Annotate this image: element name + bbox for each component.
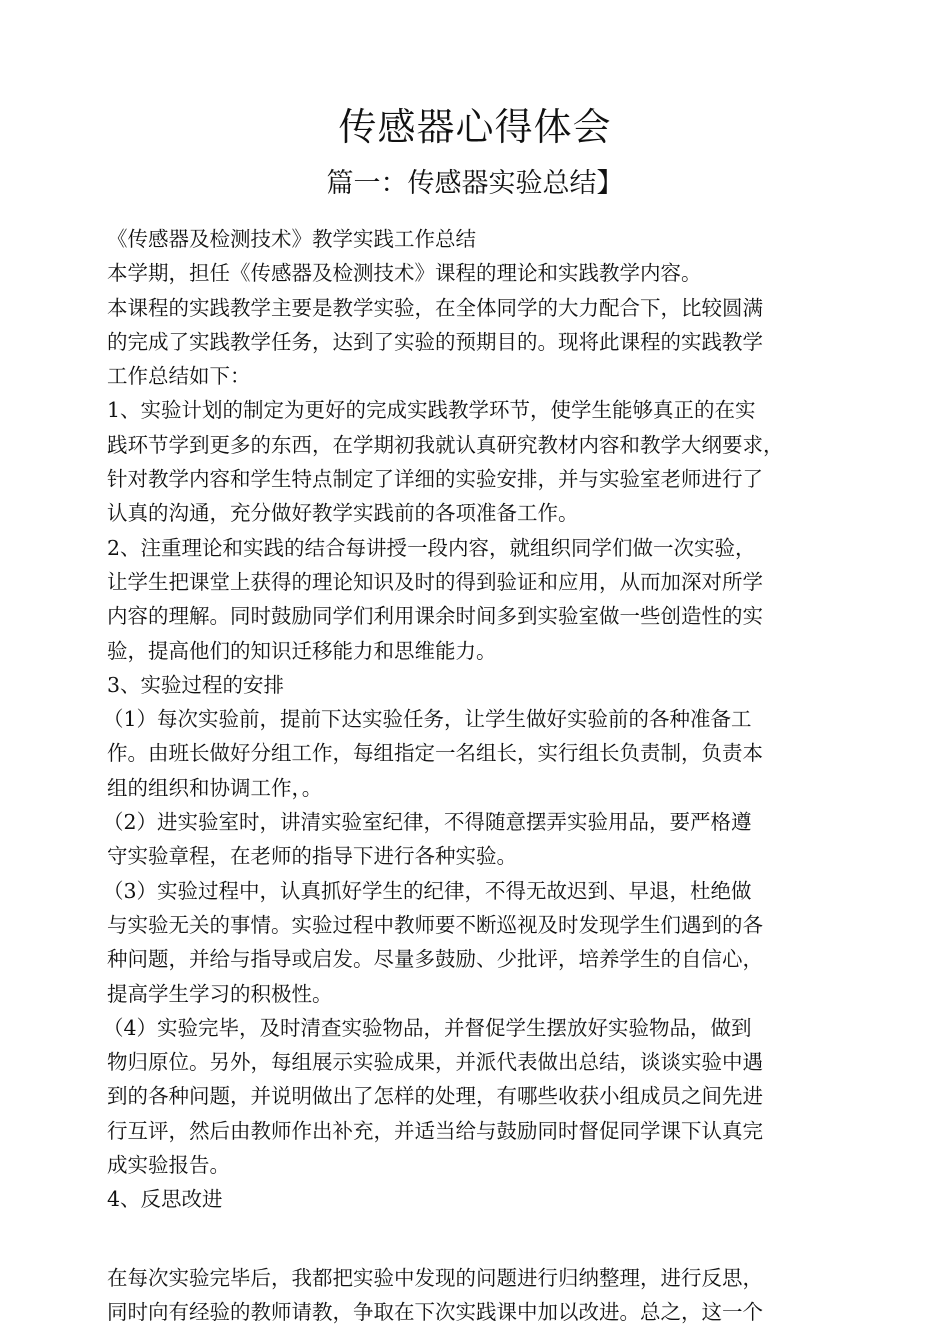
body-line: （1）每次实验前，提前下达实验任务，让学生做好实验前的各种准备工: [103, 707, 752, 732]
body-line: 与实验无关的事情。实验过程中教师要不断巡视及时发现学生们遇到的各: [107, 912, 763, 937]
body-line: 1、实验计划的制定为更好的完成实践教学环节，使学生能够真正的在实: [107, 398, 756, 423]
body-line: 践环节学到更多的东西，在学期初我就认真研究教材内容和教学大纲要求，: [107, 432, 784, 457]
document-subtitle: 篇一：传感器实验总结】: [326, 168, 624, 199]
body-line: 组的组织和协调工作，。: [107, 775, 323, 800]
body-line: 《传感器及检测技术》教学实践工作总结: [107, 227, 476, 251]
body-line: 到的各种问题，并说明做出了怎样的处理，有哪些收获小组成员之间先进: [107, 1084, 763, 1109]
body-line: 本课程的实践教学主要是教学实验，在全体同学的大力配合下，比较圆满: [107, 295, 763, 320]
body-line: （3）实验过程中，认真抓好学生的纪律，不得无故迟到、早退，杜绝做: [103, 878, 752, 903]
body-line: 在每次实验完毕后，我都把实验中发现的问题进行归纳整理，进行反思，: [107, 1265, 763, 1290]
paragraph-gap: [107, 1217, 867, 1261]
body-line: （4）实验完毕，及时清查实验物品，并督促学生摆放好实验物品，做到: [103, 1015, 752, 1040]
body-line: 本学期，担任《传感器及检测技术》课程的理论和实践教学内容。: [107, 261, 702, 286]
body-line: 种问题，并给与指导或启发。尽量多鼓励、少批评，培养学生的自信心，: [107, 947, 763, 972]
document-title: 传感器心得体会: [338, 105, 612, 149]
body-line: 提高学生学习的积极性。: [107, 981, 333, 1006]
body-line: 3、实验过程的安排: [107, 672, 285, 697]
body-line: 行互评，然后由教师作出补充，并适当给与鼓励同时督促同学课下认真完: [107, 1118, 763, 1143]
body-line: 守实验章程，在老师的指导下进行各种实验。: [107, 844, 517, 869]
body-line: 4、反思改进: [107, 1187, 223, 1212]
body-line: 让学生把课堂上获得的理论知识及时的得到验证和应用，从而加深对所学: [107, 569, 763, 594]
body-line: 验，提高他们的知识迁移能力和思维能力。: [107, 638, 497, 663]
body-line: 工作总结如下：: [107, 364, 251, 389]
body-line: 内容的理解。同时鼓励同学们利用课余时间多到实验室做一些创造性的实: [107, 604, 763, 629]
body-line: 同时向有经验的教师请教，争取在下次实践课中加以改进。总之，这一个: [107, 1299, 763, 1324]
document-body: [103, 222, 867, 1329]
body-line: 物归原位。另外，每组展示实验成果，并派代表做出总结，谈谈实验中遇: [107, 1050, 763, 1075]
body-line: 针对教学内容和学生特点制定了详细的实验安排，并与实验室老师进行了: [107, 467, 763, 492]
body-line: 2、注重理论和实践的结合每讲授一段内容，就组织同学们做一次实验，: [107, 535, 756, 560]
body-line: 成实验报告。: [107, 1153, 230, 1178]
body-line: 的完成了实践教学任务，达到了实验的预期目的。现将此课程的实践教学: [107, 329, 763, 354]
body-line: （2）进实验室时，讲清实验室纪律，不得随意摆弄实验用品，要严格遵: [103, 810, 752, 835]
body-line: 作。由班长做好分组工作，每组指定一名组长，实行组长负责制，负责本: [107, 741, 763, 766]
body-line: 认真的沟通，充分做好教学实践前的各项准备工作。: [107, 501, 579, 526]
